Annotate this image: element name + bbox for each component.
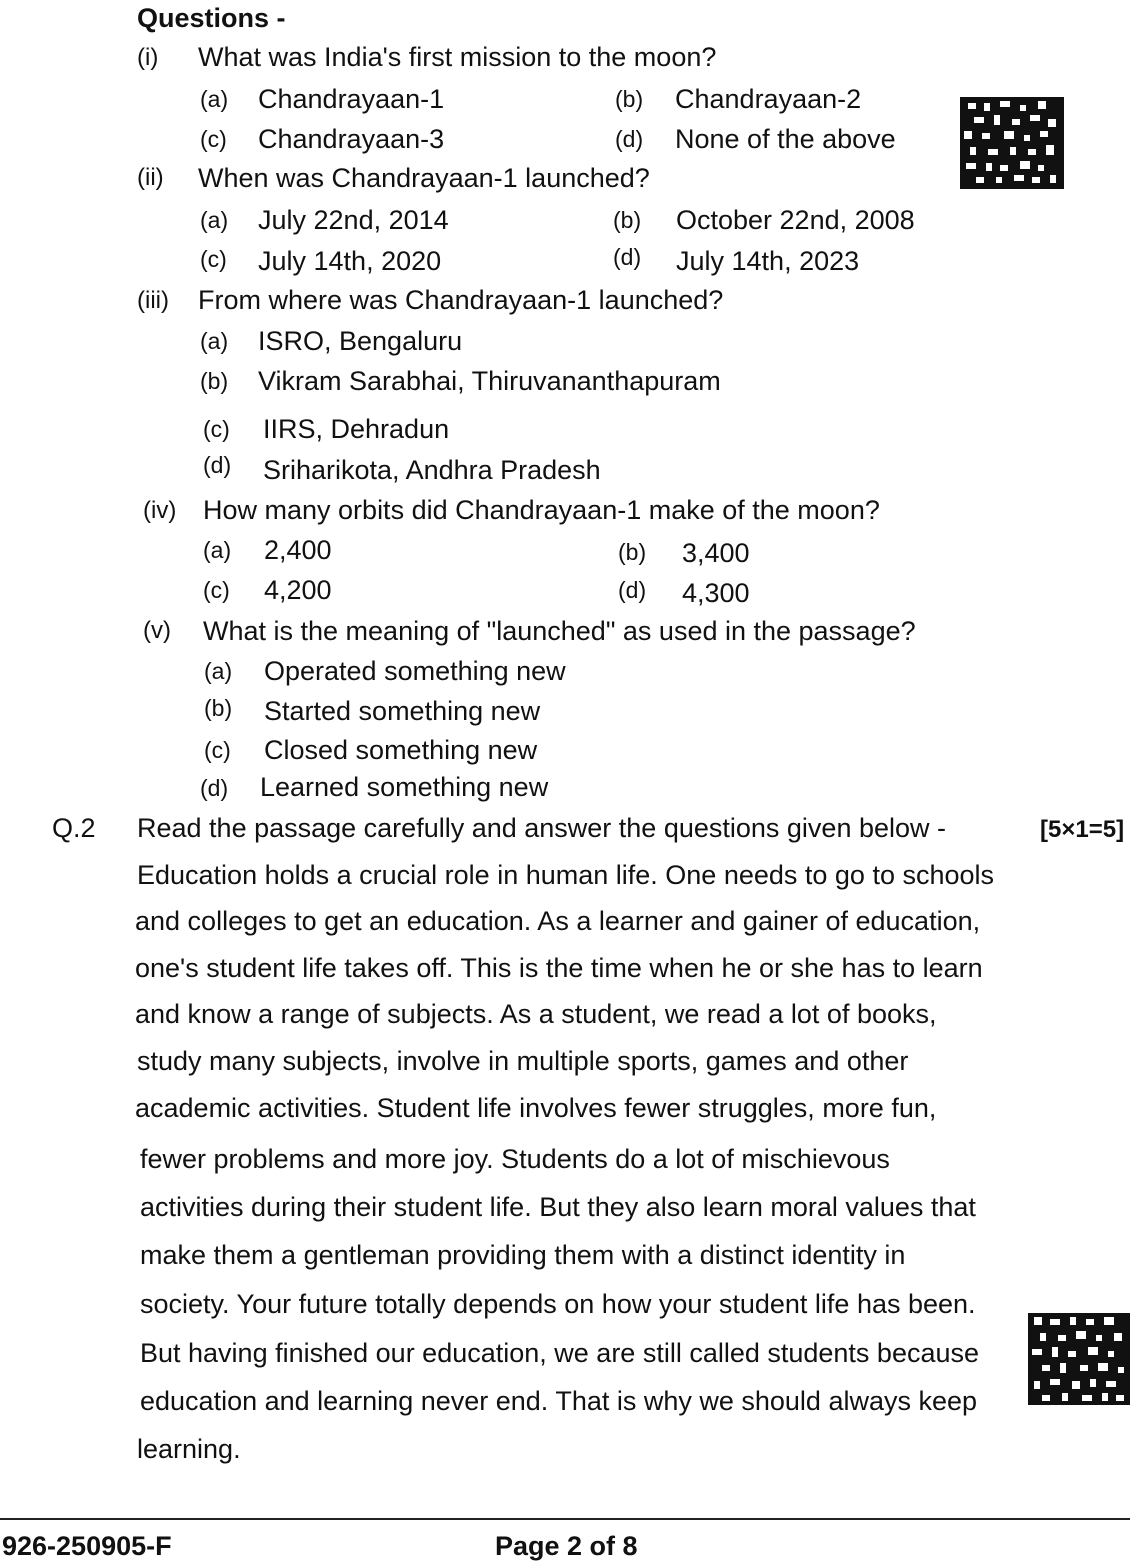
qr-code-icon	[960, 97, 1064, 189]
passage-line: study many subjects, involve in multiple sports, games and other	[137, 1046, 909, 1076]
option-text: None of the above	[675, 124, 896, 154]
question-2-number: Q.2	[52, 813, 96, 843]
passage-line: Education holds a crucial role in human life. One needs to go to schools	[137, 860, 995, 890]
page-number: Page 2 of 8	[495, 1531, 638, 1561]
option-label: (a)	[200, 86, 229, 112]
option-text: Chandrayaan-1	[258, 84, 445, 114]
footer-divider	[0, 1518, 1130, 1520]
qr-code-icon	[1028, 1313, 1130, 1405]
option-text: Vikram Sarabhai, Thiruvananthapuram	[258, 366, 721, 396]
option-text: Operated something new	[264, 656, 566, 686]
option-text: 4,200	[264, 575, 332, 605]
option-text: 4,300	[682, 578, 750, 608]
section-heading: Questions -	[137, 3, 286, 33]
question-text: What is the meaning of "launched" as used in the passage?	[203, 616, 916, 646]
question-text: From where was Chandrayaan-1 launched?	[198, 285, 724, 315]
option-label: (b)	[615, 86, 644, 112]
option-label: (a)	[203, 537, 232, 563]
passage-line: education and learning never end. That is why we should always keep	[140, 1386, 978, 1416]
question-number: (iv)	[143, 497, 177, 524]
option-label: (c)	[203, 416, 230, 442]
option-label: (a)	[200, 207, 229, 233]
option-label: (d)	[203, 452, 232, 478]
question-number: (ii)	[137, 164, 164, 191]
question-number: (i)	[137, 44, 159, 71]
option-text: IIRS, Dehradun	[263, 414, 450, 444]
question-number: (iii)	[137, 287, 169, 314]
passage-line: one's student life takes off. This is the time when he or she has to learn	[135, 953, 983, 983]
question-text: How many orbits did Chandrayaan-1 make of the moon?	[203, 495, 880, 525]
option-text: Started something new	[264, 696, 541, 726]
passage-line: academic activities. Student life involves fewer struggles, more fun,	[135, 1093, 937, 1123]
option-text: July 22nd, 2014	[258, 205, 449, 235]
passage-line: fewer problems and more joy. Students do a lot of mischievous	[140, 1144, 890, 1174]
option-text: Learned something new	[260, 772, 549, 802]
passage-line: society. Your future totally depends on how your student life has been.	[140, 1289, 976, 1319]
option-label: (c)	[200, 126, 227, 152]
option-text: Chandrayaan-2	[675, 84, 862, 114]
option-label: (d)	[615, 126, 644, 152]
paper-code: 926-250905-F	[2, 1531, 172, 1561]
option-label: (d)	[200, 775, 229, 801]
option-text: October 22nd, 2008	[676, 205, 915, 235]
question-text: What was India's first mission to the moon?	[198, 42, 717, 72]
option-label: (a)	[200, 328, 229, 354]
option-text: Sriharikota, Andhra Pradesh	[263, 455, 601, 485]
option-text: July 14th, 2023	[676, 246, 860, 276]
option-text: July 14th, 2020	[258, 246, 442, 276]
option-text: 3,400	[682, 538, 750, 568]
option-label: (c)	[204, 737, 231, 763]
option-text: Chandrayaan-3	[258, 124, 445, 154]
option-text: ISRO, Bengaluru	[258, 326, 463, 356]
option-label: (c)	[200, 246, 227, 272]
option-label: (d)	[613, 244, 642, 270]
option-label: (b)	[613, 207, 642, 233]
question-number: (v)	[143, 617, 171, 644]
option-label: (c)	[203, 577, 230, 603]
option-label: (d)	[618, 577, 647, 603]
marks-allocation: [5×1=5]	[1040, 816, 1125, 843]
passage-line: and colleges to get an education. As a learner and gainer of education,	[135, 906, 981, 936]
option-label: (b)	[204, 695, 233, 721]
option-label: (b)	[618, 539, 647, 565]
option-text: Closed something new	[264, 735, 538, 765]
question-text: When was Chandrayaan-1 launched?	[198, 163, 650, 193]
option-text: 2,400	[264, 535, 332, 565]
question-2-instruction: Read the passage carefully and answer the questions given below -	[137, 813, 946, 843]
option-label: (b)	[200, 368, 229, 394]
option-label: (a)	[204, 658, 233, 684]
passage-line: and know a range of subjects. As a student, we read a lot of books,	[135, 999, 937, 1029]
passage-line: activities during their student life. But they also learn moral values that	[140, 1192, 976, 1222]
passage-line: But having finished our education, we are still called students because	[140, 1338, 980, 1368]
passage-line: make them a gentleman providing them with a distinct identity in	[140, 1240, 906, 1270]
passage-line: learning.	[137, 1434, 241, 1464]
